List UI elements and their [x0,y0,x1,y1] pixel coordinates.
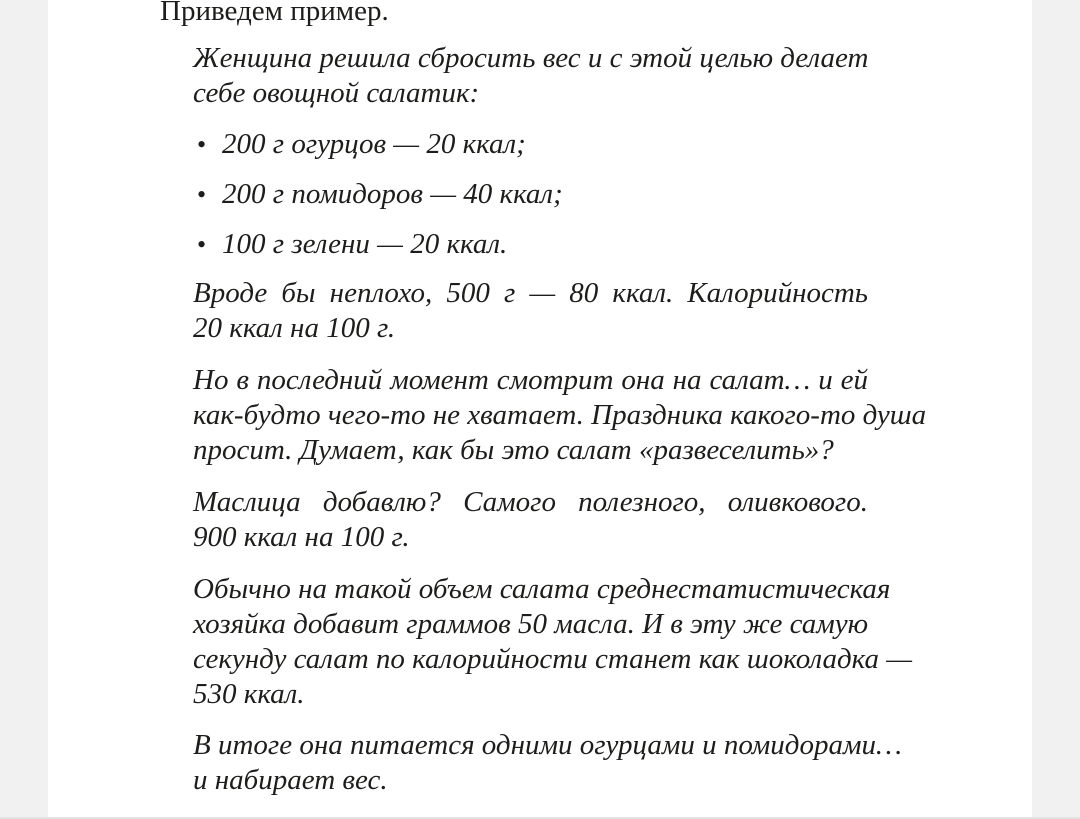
bullet-icon: • [197,180,207,209]
page-margin-right [1032,0,1080,819]
text-line: и набирает вес. [193,764,388,796]
text-line: 900 ккал на 100 г. [193,521,410,553]
quote-paragraph-5 [193,572,913,712]
bullet-text: 200 г огурцов — 20 ккал; [222,128,526,160]
bullet-text: 100 г зелени — 20 ккал. [222,228,508,260]
text-line: Обычно на такой объем салата среднестатистическая [193,573,891,605]
text-line: Маслица добавлю? Самого полезного, оливкового. [193,486,868,518]
text-line: В итоге она питается одними огурцами и помидорами… [193,729,902,761]
page-text-column [160,0,927,798]
text-line: просит. Думает, как бы это салат «развеселить»? [193,434,834,466]
text-line: как-будто чего-то не хватает. Праздника какого-то душа [193,399,927,431]
bullet-icon: • [197,230,207,259]
text-line: 20 ккал на 100 г. [193,312,396,344]
bullet-item-1 [193,127,868,162]
bullet-icon: • [197,130,207,159]
book-page [48,0,1032,819]
quote-block [193,41,927,798]
text-line: хозяйка добавит граммов 50 масла. И в эту же самую [193,608,869,640]
text-line: секунду салат по калорийности станет как шоколадка — [193,643,913,675]
text-line: себе овощной салатик: [193,77,480,109]
bullet-item-3 [193,227,868,262]
quote-paragraph-6 [193,728,902,798]
text-line: Женщина решила сбросить вес и с этой целью делает [193,42,869,74]
quote-paragraph-2 [193,276,868,346]
text-line: Вроде бы неплохо, 500 г — 80 ккал. Калорийность [193,277,868,309]
paragraph-intro: Приведем пример. [160,0,389,27]
bullet-text: 200 г помидоров — 40 ккал; [222,178,563,210]
quote-paragraph-1 [193,41,868,111]
text-line: Но в последний момент смотрит она на салат… и ей [193,364,868,396]
quote-paragraph-4 [193,485,868,555]
page-margin-left [0,0,48,819]
quote-paragraph-3 [193,363,927,468]
text-line: 530 ккал. [193,678,305,710]
bullet-item-2 [193,177,868,212]
